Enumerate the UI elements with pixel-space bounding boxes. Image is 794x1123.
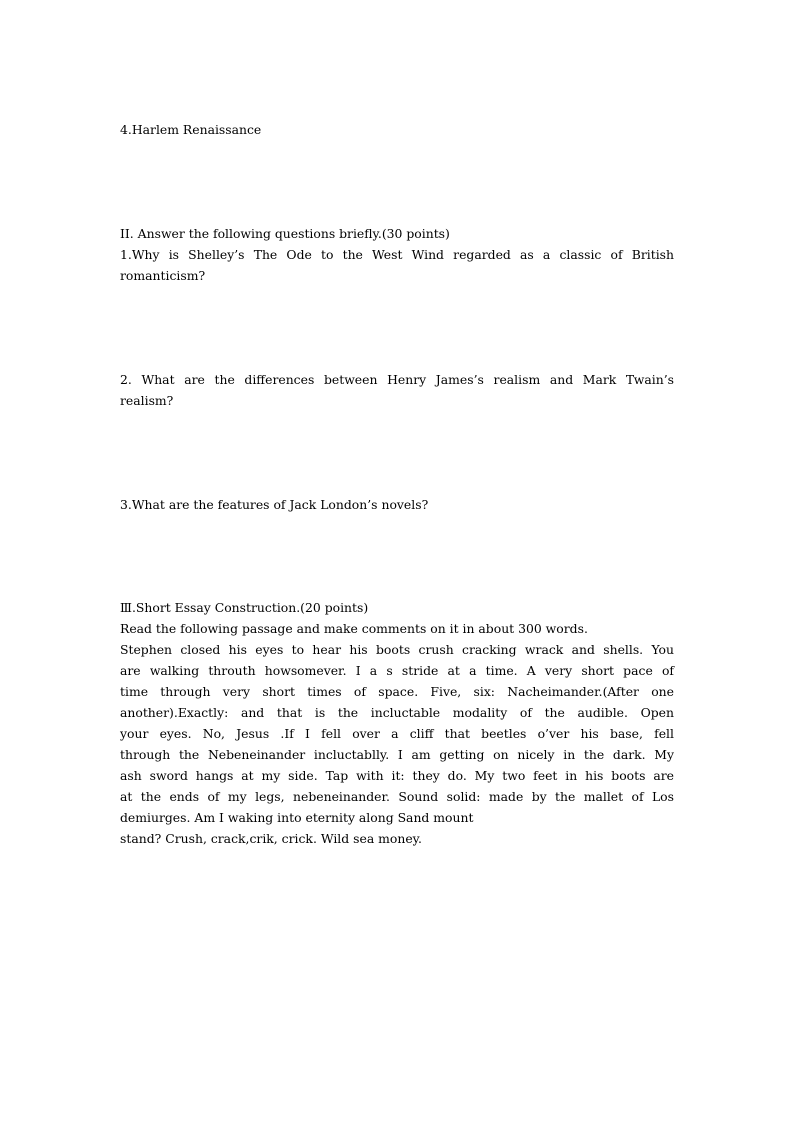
passage-line: your eyes. No, Jesus .If I fell over a cliff that beetles o’ver his base, fell (120, 726, 674, 741)
question-1-line-2: romanticism? (120, 268, 206, 283)
question-2-line-1: 2. What are the differences between Henry James’s realism and Mark Twain’s (120, 372, 674, 387)
question-3: 3.What are the features of Jack London’s novels? (120, 497, 429, 512)
passage-line: through the Nebeneinander incluctablly. I am getting on nicely in the dark. My (120, 747, 674, 762)
passage-line: are walking throuth howsomever. I a s stride at a time. A very short pace of (120, 663, 674, 678)
passage-line: time through very short times of space. Five, six: Nacheimander.(After one (120, 684, 674, 699)
essay-instruction: Read the following passage and make comments on it in about 300 words. (120, 621, 588, 636)
question-item-4: 4.Harlem Renaissance (120, 122, 262, 137)
passage-line: demiurges. Am I waking into eternity along Sand mount (120, 810, 474, 825)
question-1-line-1: 1.Why is Shelley’s The Ode to the West Wind regarded as a classic of British (120, 247, 674, 262)
passage-line: ash sword hangs at my side. Tap with it: they do. My two feet in his boots are (120, 768, 674, 783)
passage-line: another).Exactly: and that is the incluctable modality of the audible. Open (120, 705, 674, 720)
question-2-line-2: realism? (120, 393, 174, 408)
section-iii-heading: Ⅲ.Short Essay Construction.(20 points) (120, 600, 369, 615)
section-ii-heading: II. Answer the following questions briefly.(30 points) (120, 226, 450, 241)
passage-line: at the ends of my legs, nebeneinander. Sound solid: made by the mallet of Los (120, 789, 674, 804)
passage-line: stand? Crush, crack,crik, crick. Wild sea money. (120, 831, 422, 846)
passage-line: Stephen closed his eyes to hear his boots crush cracking wrack and shells. You (120, 642, 674, 657)
